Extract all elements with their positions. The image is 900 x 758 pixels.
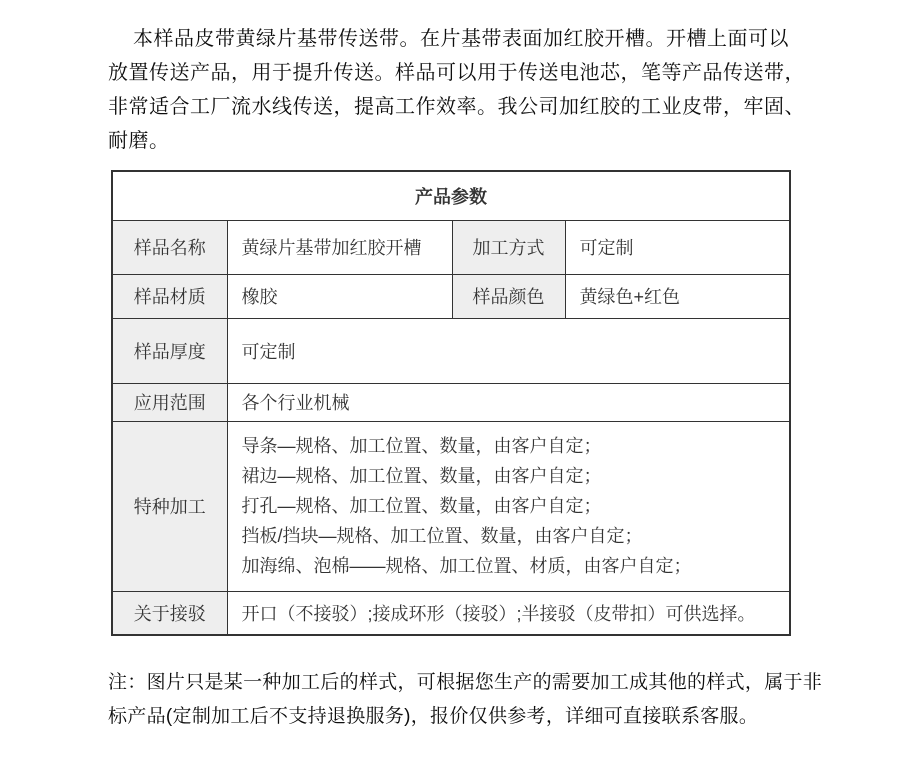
note-paragraph <box>108 666 823 734</box>
param-value-processing-method: 可定制 <box>565 220 790 274</box>
special-processing-line: 导条—规格、加工位置、数量，由客户自定； <box>241 436 602 456</box>
special-processing-line: 挡板/挡块—规格、加工位置、数量，由客户自定； <box>241 526 643 546</box>
param-value-belt-joint: 开口（不接驳）;接成环形（接驳）;半接驳（皮带扣）可供选择。 <box>227 591 790 635</box>
note-line: 标产品(定制加工后不支持退换服务)，报价仅供参考，详细可直接联系客服。 <box>108 706 759 727</box>
intro-paragraph <box>108 22 805 158</box>
intro-line: 放置传送产品，用于提升传送。样品可以用于传送电池芯，笔等产品传送带， <box>108 62 805 84</box>
param-label-belt-joint: 关于接驳 <box>112 591 227 635</box>
table-row <box>112 274 790 318</box>
special-processing-line: 裙边—规格、加工位置、数量，由客户自定； <box>241 466 602 486</box>
param-label-sample-name: 样品名称 <box>112 220 227 274</box>
intro-line: 本样品皮带黄绿片基带传送带。在片基带表面加红胶开槽。开槽上面可以 <box>133 28 789 50</box>
table-row <box>112 421 790 591</box>
param-value-sample-name: 黄绿片基带加红胶开槽 <box>227 220 452 274</box>
param-value-special-processing <box>227 421 790 591</box>
param-value-sample-color: 黄绿色+红色 <box>565 274 790 318</box>
product-params-table <box>111 170 791 636</box>
special-processing-line: 打孔—规格、加工位置、数量，由客户自定； <box>241 496 602 516</box>
special-processing-line: 加海绵、泡棉——规格、加工位置、材质，由客户自定； <box>241 556 692 576</box>
param-label-sample-thickness: 样品厚度 <box>112 318 227 383</box>
table-row <box>112 591 790 635</box>
param-label-special-processing: 特种加工 <box>112 421 227 591</box>
param-value-sample-material: 橡胶 <box>227 274 452 318</box>
param-label-processing-method: 加工方式 <box>452 220 565 274</box>
param-value-sample-thickness: 可定制 <box>227 318 790 383</box>
table-title: 产品参数 <box>112 171 790 220</box>
param-label-sample-material: 样品材质 <box>112 274 227 318</box>
table-title-row <box>112 171 790 220</box>
table-row <box>112 220 790 274</box>
param-label-application-scope: 应用范围 <box>112 383 227 421</box>
intro-line: 耐磨。 <box>108 130 170 152</box>
param-label-sample-color: 样品颜色 <box>452 274 565 318</box>
note-line: 注：图片只是某一种加工后的样式，可根据您生产的需要加工成其他的样式，属于非 <box>108 672 823 693</box>
table-row <box>112 318 790 383</box>
intro-line: 非常适合工厂流水线传送，提高工作效率。我公司加红胶的工业皮带，牢固、 <box>108 96 805 118</box>
table-row <box>112 383 790 421</box>
param-value-application-scope: 各个行业机械 <box>227 383 790 421</box>
